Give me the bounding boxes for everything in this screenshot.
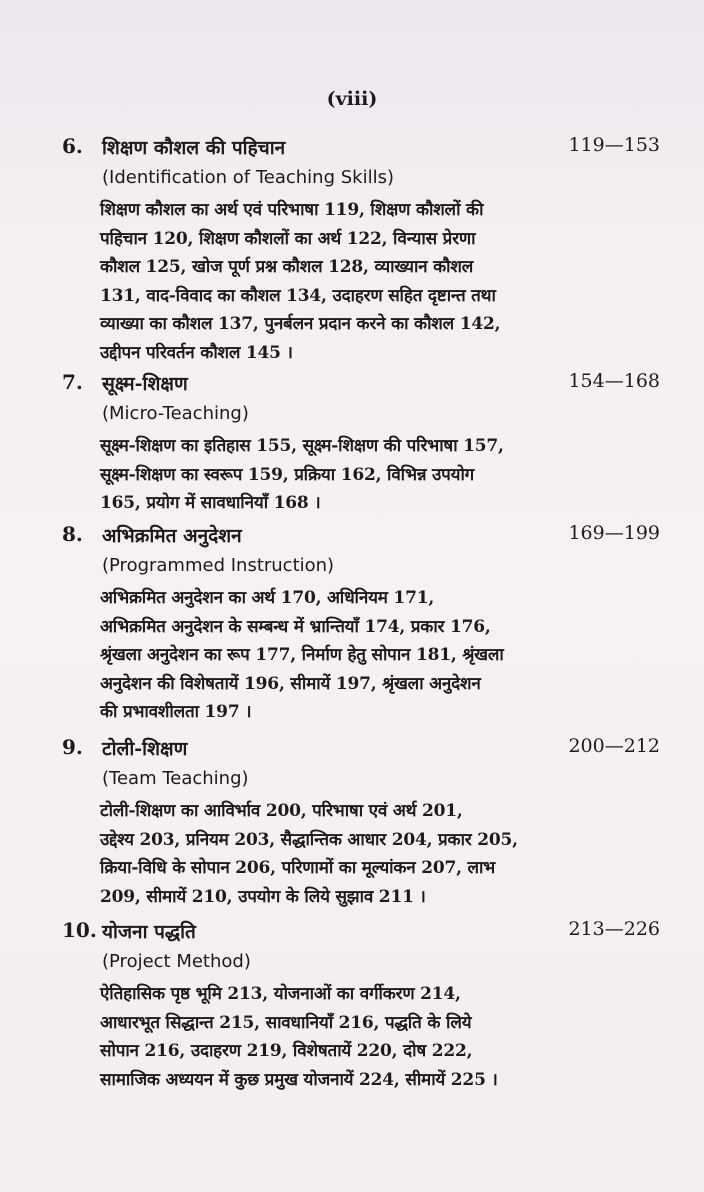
page-range: 200—212 [568,735,660,757]
chapter-number: 7. [62,370,83,394]
toc-entry-7 [62,370,660,518]
chapter-title: अभिक्रमित अनुदेशन [102,525,242,547]
topics-line: उद्देश्य 203, प्रनियम 203, सैद्धान्तिक आधार 204, प्रकार 205, [100,829,518,850]
topics-line: सूक्ष्म-शिक्षण का इतिहास 155, सूक्ष्म-शिक्षण की परिभाषा 157, [100,436,504,456]
topics-line: उद्दीपन परिवर्तन कौशल 145 । [100,342,293,363]
chapter-number: 9. [62,735,83,759]
chapter-topics [100,980,660,1094]
topics-line: अनुदेशन की विशेषतायें 196, सीमायें 197, श्रृंखला अनुदेशन [100,673,481,694]
chapter-title: योजना पद्धति [102,921,196,943]
topics-line: व्याख्या का कौशल 137, पुनर्बलन प्रदान करने का कौशल 142, [100,314,501,335]
chapter-title: टोली-शिक्षण [102,738,188,760]
topics-line: सूक्ष्म-शिक्षण का स्वरूप 159, प्रक्रिया 162, विभिन्न उपयोग [100,464,475,485]
topics-line: 209, सीमायें 210, उपयोग के लिये सुझाव 211 । [100,886,426,907]
topics-line: श्रृंखला अनुदेशन का रूप 177, निर्माण हेतु सोपान 181, श्रृंखला [100,645,504,666]
page-number: (viii) [326,88,378,110]
page-range: 119—153 [568,134,660,156]
entry-header [62,735,660,765]
topics-line: क्रिया-विधि के सोपान 206, परिणामों का मूल्यांकन 207, लाभ [100,858,495,879]
chapter-number: 8. [62,522,83,546]
chapter-number: 6. [62,134,83,158]
page-range: 213—226 [568,918,660,940]
chapter-subtitle: (Identification of Teaching Skills) [102,167,394,188]
topics-line: पहिचान 120, शिक्षण कौशलों का अर्थ 122, विन्यास प्रेरणा [100,228,476,249]
toc-entry-6 [62,134,660,368]
page-range: 169—199 [568,522,660,544]
chapter-topics [100,797,660,911]
topics-line: की प्रभावशीलता 197 । [100,702,252,723]
topics-line: टोली-शिक्षण का आविर्भाव 200, परिभाषा एवं अर्थ 201, [100,801,463,821]
toc-entry-10 [62,918,660,1094]
topics-line: कौशल 125, खोज पूर्ण प्रश्न कौशल 128, व्याख्यान कौशल [100,257,474,278]
topics-line: 165, प्रयोग में सावधानियाँ 168 । [100,493,321,514]
topics-line: ऐतिहासिक पृष्ठ भूमि 213, योजनाओं का वर्गीकरण 214, [100,984,461,1004]
topics-line: अभिक्रमित अनुदेशन का अर्थ 170, अधिनियम 171, [100,588,435,608]
topics-line: शिक्षण कौशल का अर्थ एवं परिभाषा 119, शिक्षण कौशलों की [100,200,484,220]
chapter-title: शिक्षण कौशल की पहिचान [102,137,286,159]
topics-line: 131, वाद-विवाद का कौशल 134, उदाहरण सहित दृष्टान्त तथा [100,285,496,306]
chapter-topics [100,196,660,368]
chapter-subtitle: (Team Teaching) [102,768,249,789]
chapter-topics [100,584,660,727]
entry-header [62,370,660,400]
chapter-subtitle: (Micro-Teaching) [102,403,249,424]
entry-header [62,134,660,164]
chapter-subtitle: (Programmed Instruction) [102,555,335,576]
topics-line: सोपान 216, उदाहरण 219, विशेषतायें 220, दोष 222, [100,1041,473,1062]
chapter-number: 10. [62,918,97,942]
chapter-subtitle: (Project Method) [102,951,251,972]
entry-header [62,918,660,948]
page-range: 154—168 [568,370,660,392]
topics-line: आधारभूत सिद्धान्त 215, सावधानियाँ 216, पद्धति के लिये [100,1012,472,1033]
chapter-title: सूक्ष्म-शिक्षण [102,373,188,395]
topics-line: अभिक्रमित अनुदेशन के सम्बन्ध में भ्रान्तियाँ 174, प्रकार 176, [100,616,491,637]
topics-line: सामाजिक अध्ययन में कुछ प्रमुख योजनायें 224, सीमायें 225 । [100,1069,498,1090]
toc-entry-8 [62,522,660,727]
toc-entry-9 [62,735,660,911]
entry-header [62,522,660,552]
chapter-topics [100,432,660,518]
